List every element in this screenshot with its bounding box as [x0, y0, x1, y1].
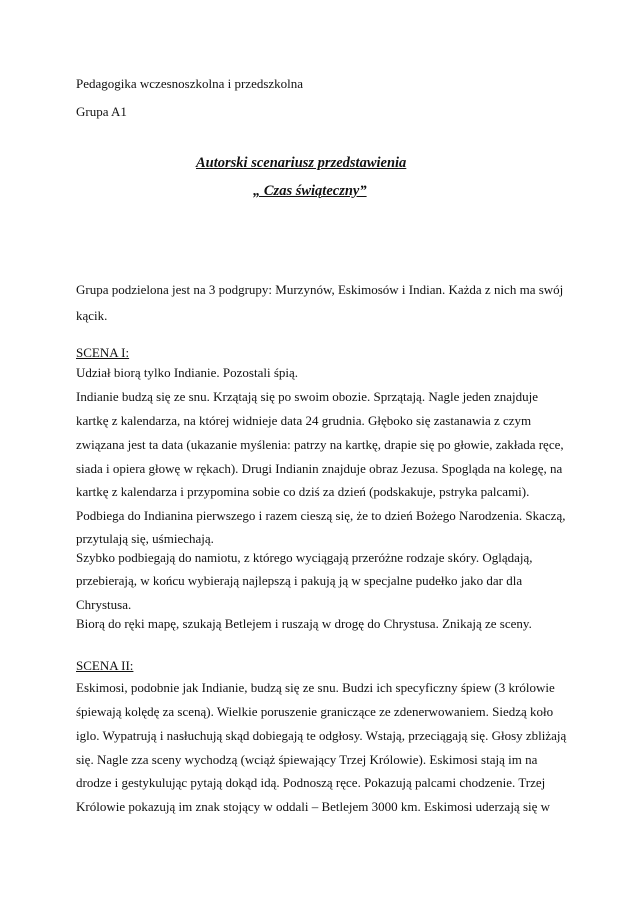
group-name: Grupa A1: [76, 104, 127, 119]
scene-1-line: Podbiega do Indianina pierwszego i razem cieszą się, że to dzień Bożego Narodzenia. Skaczą,: [76, 508, 566, 523]
scene-1-line: Udział biorą tylko Indianie. Pozostali śpią.: [76, 365, 299, 380]
intro-line: Grupa podzielona jest na 3 podgrupy: Murzynów, Eskimosów i Indian. Każda z nich ma swój: [76, 282, 564, 297]
scene-1-heading: SCENA I:: [76, 345, 130, 360]
play-title: „ Czas świąteczny”: [253, 183, 367, 199]
scene-1-line: związana jest ta data (ukazanie myślenia: patrzy na kartkę, drapie się po głowie, zakłada ręce,: [76, 437, 564, 452]
scene-1-line: siada i opiera głowę w rękach). Drugi Indianin znajduje obraz Jezusa. Spogląda na kolegę, na: [76, 461, 563, 476]
scene-1-line: Biorą do ręki mapę, szukają Betlejem i ruszają w drogę do Chrystusa. Znikają ze sceny.: [76, 616, 532, 631]
scene-1-line: przytulają się, uśmiechają.: [76, 531, 214, 546]
scene-2-heading: SCENA II:: [76, 658, 134, 673]
scene-1-line: kartkę z kalendarza, na której widnieje data 24 grudnia. Głęboko się zastanawia z czym: [76, 413, 532, 428]
scene-2-line: iglo. Wypatrują i nasłuchują skąd dobiegają te odgłosy. Wstają, przeciągają się. Głosy zbliżają: [76, 728, 567, 743]
course-name: Pedagogika wczesnoszkolna i przedszkolna: [76, 76, 304, 91]
intro-line: kącik.: [76, 308, 108, 323]
scene-2-line: drodze i gestykulując pytają dokąd idą. Podnoszą ręce. Pokazują palcami chodzenie. Trzej: [76, 775, 546, 790]
scene-2-line: śpiewają kolędę za sceną). Wielkie poruszenie graniczące ze zdenerwowaniem. Siedzą koło: [76, 704, 554, 719]
scene-2-line: Królowie pokazują im znak stojący w oddali – Betlejem 3000 km. Eskimosi uderzają się w: [76, 799, 551, 814]
scene-1-line: kartkę z kalendarza i przypomina sobie co dziś za dzień (podskakuje, pstryka palcami).: [76, 484, 530, 499]
scene-1-line: Szybko podbiegają do namiotu, z którego wyciągają przeróżne rodzaje skóry. Oglądają,: [76, 550, 533, 565]
scene-2-line: się. Nagle zza sceny wychodzą (wciąż śpiewający Trzej Królowie). Eskimosi stają im na: [76, 752, 538, 767]
scene-1-line: Chrystusa.: [76, 597, 132, 612]
document-title: Autorski scenariusz przedstawienia: [196, 155, 407, 171]
scene-1-line: przebierają, w końcu wybierają najlepszą i pakują ją w specjalne pudełko jako dar dla: [76, 573, 523, 588]
scene-2-line: Eskimosi, podobnie jak Indianie, budzą się ze snu. Budzi ich specyficzny śpiew (3 królowie: [76, 680, 555, 695]
scene-1-line: Indianie budzą się ze snu. Krzątają się po swoim obozie. Sprzątają. Nagle jeden znajduje: [76, 389, 539, 404]
